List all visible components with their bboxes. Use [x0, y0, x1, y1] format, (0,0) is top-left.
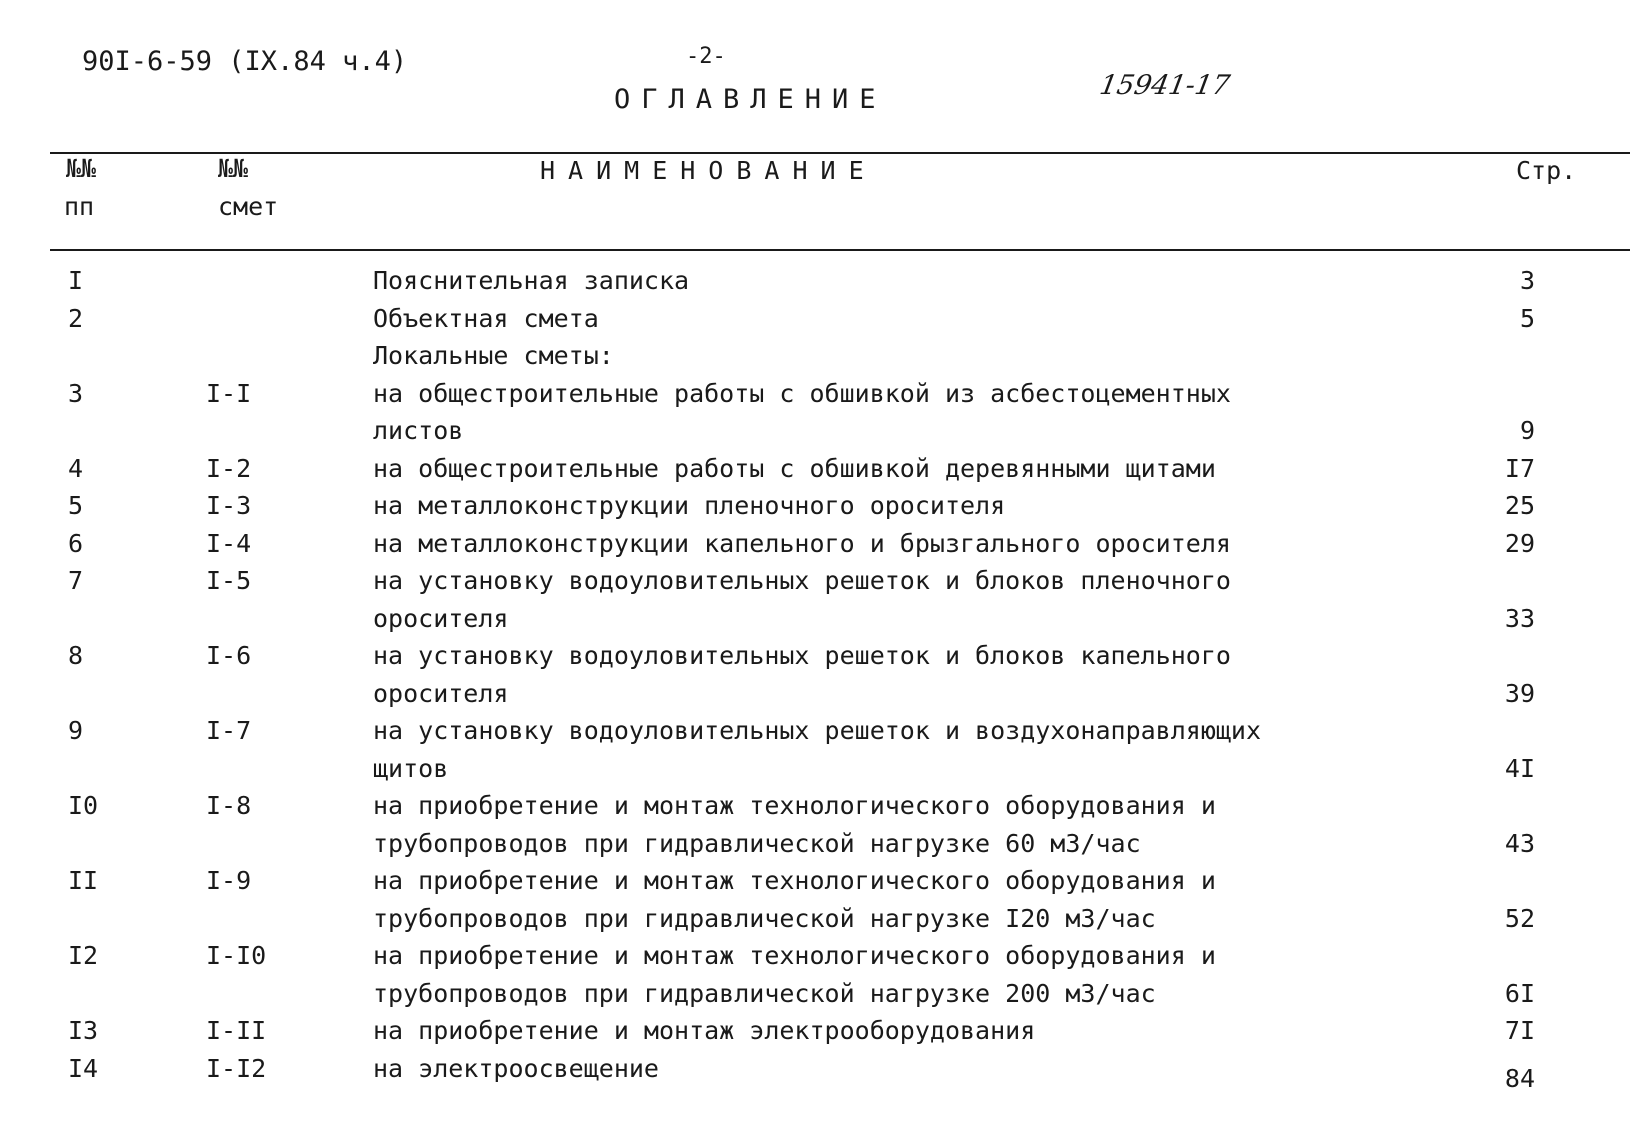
row-name: на приобретение и монтаж электрооборудования — [373, 1016, 1036, 1045]
row-name: на установку водоуловительных решеток и блоков капельного — [373, 641, 1231, 670]
row-page: 33 — [1504, 603, 1535, 633]
table-header-rule — [50, 249, 1630, 251]
column-header-page: Стр. — [1516, 156, 1577, 185]
row-name: трубопроводов при гидравлической нагрузке 200 м3/час — [373, 978, 1156, 1008]
row-page: 84 — [1504, 1063, 1535, 1093]
row-number: 2 — [68, 303, 84, 333]
row-estimate-number: I-6 — [206, 641, 252, 670]
row-number: 3 — [68, 378, 84, 408]
row-name: Пояснительная записка — [373, 266, 690, 295]
row-page: I7 — [1504, 453, 1535, 483]
page-number: -2- — [686, 44, 726, 69]
row-name: оросителя — [373, 603, 509, 633]
row-name: на приобретение и монтаж технологического оборудования и — [373, 866, 1216, 895]
row-name: Локальные сметы: — [373, 341, 614, 370]
row-page: 39 — [1504, 678, 1535, 708]
row-name: на установку водоуловительных решеток и блоков пленочного — [373, 566, 1231, 595]
column-header-num: №№ — [66, 154, 97, 183]
column-header-num-sub: пп — [64, 192, 95, 221]
row-name: на металлоконструкции капельного и брызгального оросителя — [373, 528, 1231, 558]
row-name: на установку водоуловительных решеток и воздухонаправляющих — [373, 716, 1262, 745]
row-page: 7I — [1504, 1016, 1535, 1045]
row-number: 6 — [68, 528, 84, 558]
row-number: 7 — [68, 566, 84, 595]
row-page: 52 — [1504, 903, 1535, 933]
document-code: 90I-6-59 (IX.84 ч.4) — [82, 46, 408, 77]
row-name: на общестроительные работы с обшивкой из асбестоцементных — [373, 378, 1231, 408]
row-name: трубопроводов при гидравлической нагрузке I20 м3/час — [373, 903, 1156, 933]
column-header-estimate-sub: смет — [218, 192, 279, 221]
row-name: на приобретение и монтаж технологического оборудования и — [373, 941, 1216, 970]
row-estimate-number: I-9 — [206, 866, 252, 895]
row-page: 25 — [1504, 491, 1535, 520]
row-name: щитов — [373, 753, 449, 783]
row-name: оросителя — [373, 678, 509, 708]
row-estimate-number: I-8 — [206, 791, 252, 820]
row-name: Объектная смета — [373, 303, 599, 333]
row-page: 9 — [1519, 416, 1535, 445]
row-name: на электроосвещение — [373, 1053, 659, 1083]
row-page: 6I — [1504, 978, 1535, 1008]
row-name: на металлоконструкции пленочного оросителя — [373, 491, 1006, 520]
row-number: 5 — [68, 491, 84, 520]
row-estimate-number: I-I — [206, 378, 252, 408]
row-estimate-number: I-I0 — [206, 941, 267, 970]
row-page: 5 — [1519, 303, 1535, 333]
handwritten-number: 15941-17 — [1097, 70, 1233, 101]
row-name: на приобретение и монтаж технологического оборудования и — [373, 791, 1216, 820]
row-name: трубопроводов при гидравлической нагрузке 60 м3/час — [373, 828, 1141, 858]
row-number: I3 — [68, 1016, 99, 1045]
table-top-rule — [50, 152, 1630, 154]
row-number: II — [68, 866, 99, 895]
row-estimate-number: I-II — [206, 1016, 267, 1045]
row-estimate-number: I-3 — [206, 491, 252, 520]
column-header-name: НАИМЕНОВАНИЕ — [540, 156, 877, 185]
column-header-estimate: №№ — [218, 154, 249, 183]
row-number: I4 — [68, 1053, 99, 1083]
row-name: на общестроительные работы с обшивкой деревянными щитами — [373, 453, 1216, 483]
row-estimate-number: I-I2 — [206, 1053, 267, 1083]
row-page: 43 — [1504, 828, 1535, 858]
row-number: I2 — [68, 941, 99, 970]
row-number: 9 — [68, 716, 84, 745]
row-page: 4I — [1504, 753, 1535, 783]
row-number: I — [68, 266, 84, 295]
row-estimate-number: I-4 — [206, 528, 252, 558]
row-number: I0 — [68, 791, 99, 820]
row-number: 8 — [68, 641, 84, 670]
row-estimate-number: I-7 — [206, 716, 252, 745]
row-page: 29 — [1504, 528, 1535, 558]
row-estimate-number: I-2 — [206, 453, 252, 483]
row-number: 4 — [68, 453, 84, 483]
row-name: листов — [373, 416, 464, 445]
row-estimate-number: I-5 — [206, 566, 252, 595]
page-title: ОГЛАВЛЕНИЕ — [614, 84, 887, 115]
row-page: 3 — [1519, 266, 1535, 295]
